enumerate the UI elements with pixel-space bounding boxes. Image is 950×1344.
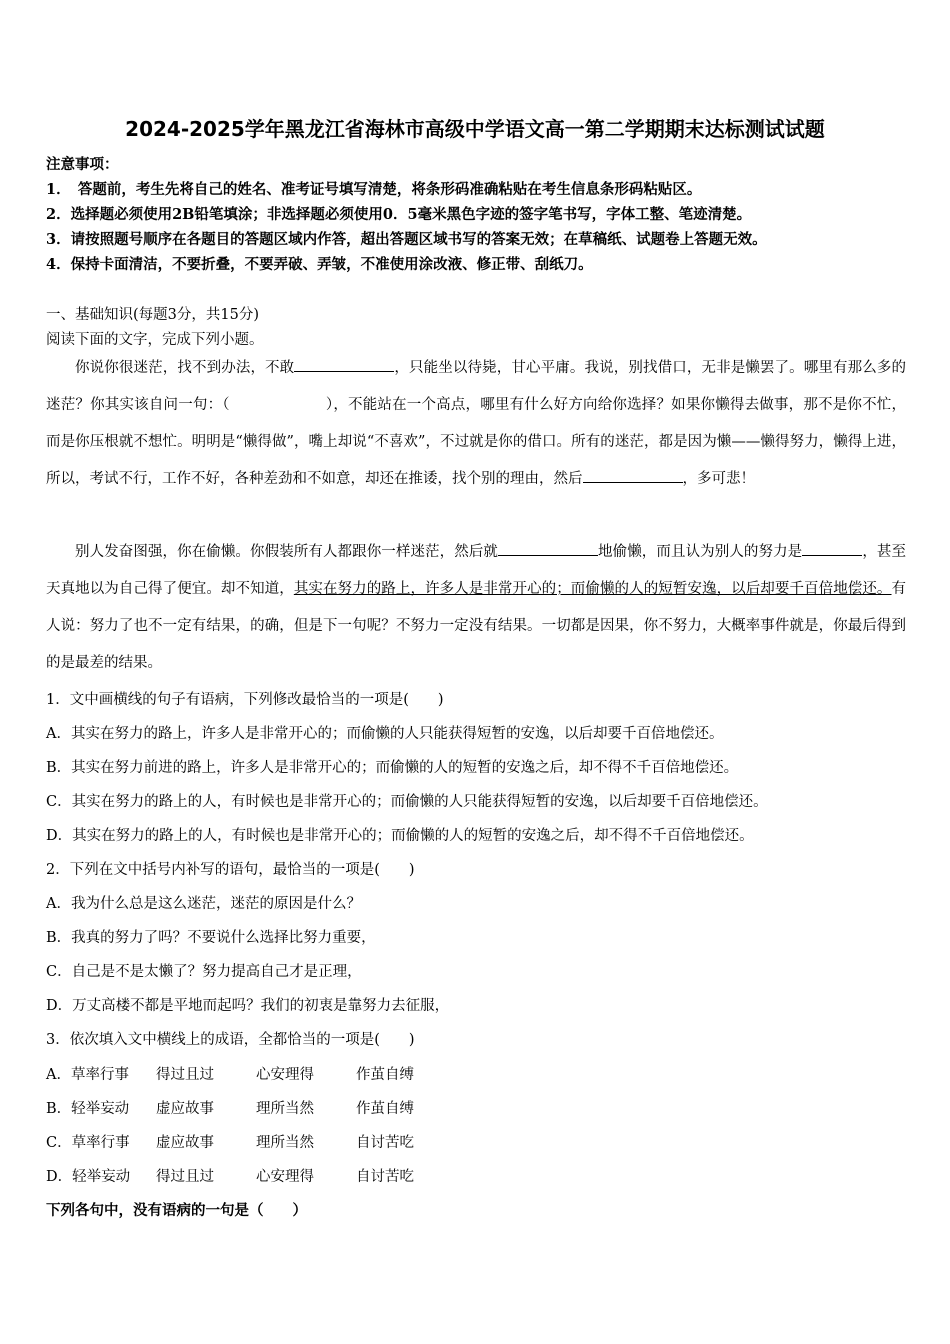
- question-3-stem: 3．依次填入文中横线上的成语，全都恰当的一项是( ): [46, 1032, 415, 1048]
- passage-text: 地偷懒，而且认为别人的努力是: [597, 544, 803, 560]
- next-question-stem: 下列各句中，没有语病的一句是（ ）: [46, 1202, 307, 1219]
- question-3-option-c: [46, 1131, 456, 1152]
- question-2-stem: 2．下列在文中括号内补写的语句，最恰当的一项是( ): [46, 862, 415, 878]
- fill-blank: [294, 357, 394, 372]
- page-title: 2024-2025学年黑龙江省海林市高级中学语文高一第二学期期末达标测试试题: [125, 117, 825, 141]
- question-2-option-d: D．万丈高楼不都是平地而起吗？我们的初衷是靠努力去征服，: [46, 998, 450, 1014]
- notice-item-4: 4．保持卡面清洁，不要折叠，不要弄破、弄皱，不准使用涂改液、修正带、刮纸刀。: [46, 256, 593, 273]
- question-2-option-c: C．自己是不是太懒了？努力提高自己才是正理，: [46, 964, 362, 980]
- question-1-option-b: B．其实在努力前进的路上，许多人是非常开心的；而偷懒的人的短暂的安逸之后，却不得不千百倍地偿还。: [46, 760, 739, 776]
- passage-text: ，甚至天真地以为自己得了便宜。却不知道，: [46, 544, 907, 597]
- section-heading: 一、基础知识(每题3分，共15分): [46, 307, 259, 323]
- passage-paragraph-1: [46, 350, 906, 498]
- passage-text: ），不能站在一个高点，哪里有什么好方向给你选择？如果你懒得去做事，那不是你不忙，而是你压根就不想忙。明明是“懒得做”，嘴上却说“不喜欢”，不过就是你的借口。所有的迷茫，都是因为懒——懒得努力，懒得上进，所以，考试不行，工作不好，各种差劲和不如意，却还在推诿，找个别的理由，然后: [46, 397, 906, 487]
- fill-blank: [802, 541, 862, 556]
- option-cell: B．轻举妄动: [46, 1101, 130, 1117]
- question-2-option-a: A．我为什么总是这么迷茫，迷茫的原因是什么？: [46, 896, 361, 912]
- passage-text: 别人发奋图强，你在偷懒。你假装所有人都跟你一样迷茫，然后就: [75, 544, 498, 560]
- passage-paragraph-2: [46, 534, 906, 682]
- option-cell: 心安理得: [256, 1169, 314, 1185]
- question-1-option-a: A．其实在努力的路上，许多人是非常开心的；而偷懒的人只能获得短暂的安逸，以后却要千百倍地偿还。: [46, 726, 724, 742]
- option-cell: 心安理得: [256, 1067, 314, 1083]
- question-3-option-b: [46, 1097, 456, 1118]
- passage-text: 有人说：努力了也不一定有结果，的确，但是下一句呢？不努力一定没有结果。一切都是因果，你不努力，大概率事件就是，你最后得到的是最差的结果。: [46, 581, 907, 671]
- option-cell: 自讨苦吃: [356, 1135, 414, 1151]
- passage-text: 你说你很迷茫，找不到办法，不敢: [75, 360, 295, 376]
- option-cell: 理所当然: [256, 1135, 314, 1151]
- question-3-option-a: [46, 1063, 456, 1084]
- option-cell: 虚应故事: [156, 1101, 214, 1117]
- option-cell: D．轻举妄动: [46, 1169, 131, 1185]
- notice-item-1: 1． 答题前，考生先将自己的姓名、准考证号填写清楚，将条形码准确粘贴在考生信息条形码粘贴区。: [46, 181, 702, 198]
- section-instruction: 阅读下面的文字，完成下列小题。: [46, 332, 264, 348]
- option-cell: 得过且过: [156, 1067, 214, 1083]
- question-1-option-c: C．其实在努力的路上的人，有时候也是非常开心的；而偷懒的人只能获得短暂的安逸，以后却要千百倍地偿还。: [46, 794, 768, 810]
- option-cell: 得过且过: [156, 1169, 214, 1185]
- option-cell: 作茧自缚: [356, 1067, 414, 1083]
- option-cell: A．草率行事: [46, 1067, 129, 1083]
- question-1-option-d: D．其实在努力的路上的人，有时候也是非常开心的；而偷懒的人的短暂的安逸之后，却不得不千百倍地偿还。: [46, 828, 754, 844]
- question-3-option-d: [46, 1165, 456, 1186]
- question-2-option-b: B．我真的努力了吗？不要说什么选择比努力重要，: [46, 930, 376, 946]
- notice-item-3: 3．请按照题号顺序在各题目的答题区域内作答，超出答题区域书写的答案无效；在草稿纸、试题卷上答题无效。: [46, 231, 767, 248]
- option-cell: 自讨苦吃: [356, 1169, 414, 1185]
- notice-item-2: 2．选择题必须使用2B铅笔填涂；非选择题必须使用0．5毫米黑色字迹的签字笔书写，字体工整、笔迹清楚。: [46, 206, 752, 223]
- fill-blank: [583, 468, 683, 483]
- underlined-sentence: 其实在努力的路上，许多人是非常开心的；而偷懒的人的短暂安逸，以后却要千百倍地偿还。: [293, 581, 892, 597]
- option-cell: 理所当然: [256, 1101, 314, 1117]
- passage-text: ，只能坐以待毙，甘心平庸。我说，别找借口，无非是懒罢了。哪里有那么多的迷茫？你其实该自问一句：（: [46, 360, 907, 413]
- passage-text: ，多可悲！: [682, 471, 755, 487]
- fill-blank: [498, 541, 598, 556]
- option-cell: 作茧自缚: [356, 1101, 414, 1117]
- option-cell: C．草率行事: [46, 1135, 130, 1151]
- option-cell: 虚应故事: [156, 1135, 214, 1151]
- notice-heading: 注意事项：: [46, 156, 119, 173]
- question-1-stem: 1．文中画横线的句子有语病，下列修改最恰当的一项是( ): [46, 692, 444, 708]
